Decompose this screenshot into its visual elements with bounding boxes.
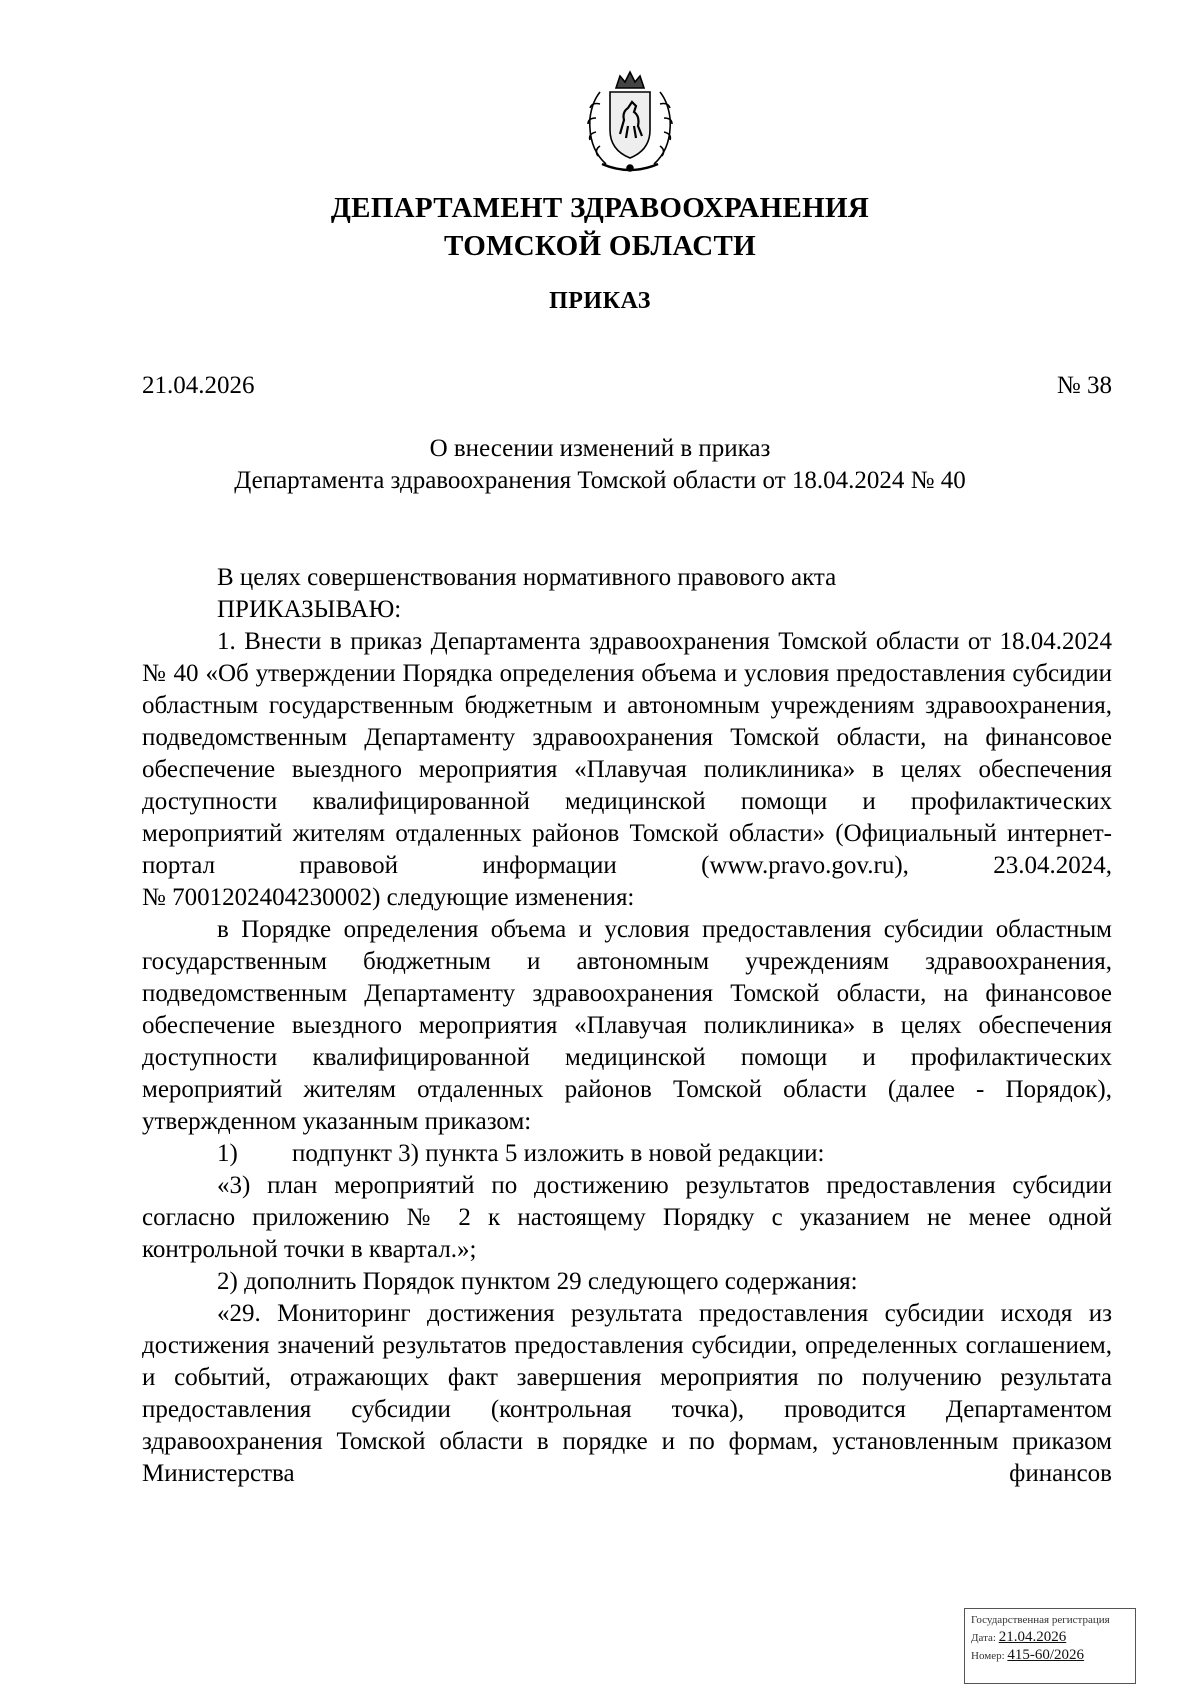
- stamp-date-label: Дата:: [971, 1632, 996, 1644]
- stamp-number-row: [971, 1647, 1129, 1665]
- order-word: ПРИКАЗЫВАЮ:: [217, 596, 402, 623]
- department-name-line2: ТОМСКОЙ ОБЛАСТИ: [444, 230, 756, 262]
- order-number: № 38: [1056, 372, 1112, 399]
- registration-stamp: [964, 1608, 1136, 1684]
- stamp-number-label: Номер:: [971, 1650, 1005, 1662]
- list-item-1-number: 1): [217, 1140, 238, 1167]
- list-item-2: 2) дополнить Порядок пунктом 29 следующего содержания:: [217, 1268, 858, 1295]
- order-date: 21.04.2026: [142, 372, 255, 399]
- intro-paragraph: В целях совершенствования нормативного правового акта: [217, 564, 837, 591]
- quote-subitem-3: «3) план мероприятий по достижению результатов предоставления субсидии согласно приложению № 2 к настоящему Порядку с указанием не менее одной контрольной точки в квартал.»;: [142, 1172, 1112, 1263]
- list-item-1-text: подпункт 3) пункта 5 изложить в новой редакции:: [292, 1140, 825, 1167]
- stamp-title: Государственная регистрация: [971, 1614, 1110, 1626]
- paragraph-1: 1. Внести в приказ Департамента здравоохранения Томской области от 18.04.2024 № 40 «Об утверждении Порядка определения объема и условия предоставления субсидии областным государственным бюджетным и автономным учреждениям здравоохранения, подведомственным Департаменту здравоохранения Томской области, на финансовое обеспечение выездного мероприятия «Плавучая поликлиника» в целях обеспечения доступности квалифицированной медицинской помощи и профилактических мероприятий жителям отдаленных районов Томской области» (Официальный интернет-портал правовой информации (www.pravo.gov.ru), 23.04.2024,: [142, 628, 1112, 879]
- document-type: ПРИКАЗ: [549, 288, 651, 314]
- stamp-date-row: [971, 1629, 1129, 1647]
- subject-line2: Департамента здравоохранения Томской области от 18.04.2024 № 40: [234, 467, 966, 494]
- stamp-date-value: 21.04.2026: [998, 1629, 1067, 1645]
- quote-item-29: «29. Мониторинг достижения результата предоставления субсидии исходя из достижения значений результатов предоставления субсидии, определенных соглашением, и событий, отражающих факт завершения мероприятия по получению результата предоставления субсидии (контрольная точка), проводится Департаментом здравоохранения Томской области в порядке и по формам, установленным приказом Министерства финансов: [142, 1300, 1112, 1487]
- paragraph-1-end: № 7001202404230002) следующие изменения:: [142, 884, 635, 911]
- coat-of-arms-icon: [572, 68, 688, 176]
- order-subject: [0, 433, 1200, 497]
- paragraph-2: в Порядке определения объема и условия предоставления субсидии областным государственным бюджетным и автономным учреждениям здравоохранения, подведомственным Департаменту здравоохранения Томской области, на финансовое обеспечение выездного мероприятия «Плавучая поликлиника» в целях обеспечения доступности квалифицированной медицинской помощи и профилактических мероприятий жителям отдаленных районов Томской области (далее - Порядок), утвержденном указанным приказом:: [142, 916, 1112, 1135]
- list-item-1: [142, 1138, 1112, 1170]
- department-name-line1: ДЕПАРТАМЕНТ ЗДРАВООХРАНЕНИЯ: [330, 192, 870, 224]
- order-body: [142, 562, 1112, 1490]
- subject-line1: О внесении изменений в приказ: [429, 435, 771, 462]
- stamp-number-value: 415-60/2026: [1007, 1647, 1085, 1663]
